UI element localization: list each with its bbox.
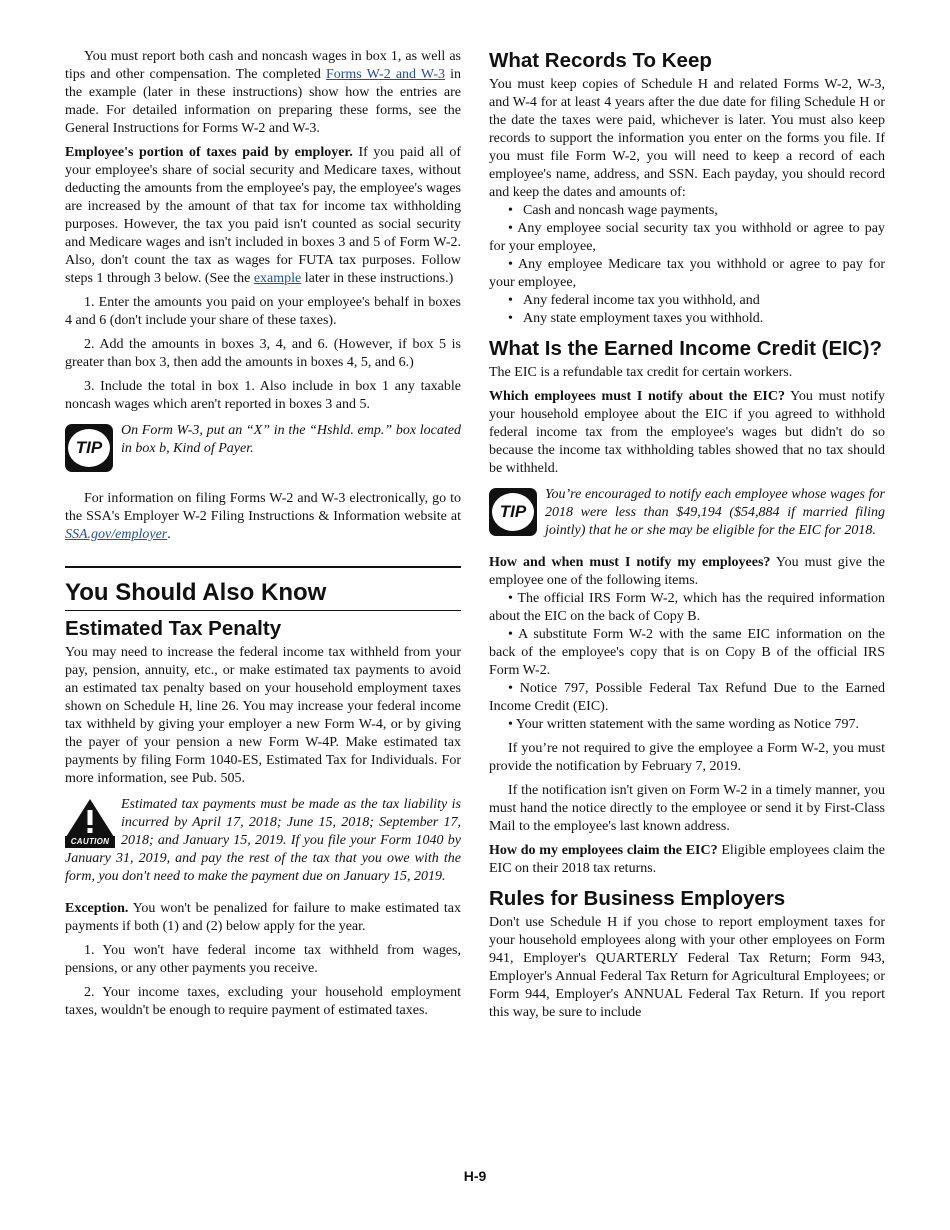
tip-note bbox=[65, 422, 461, 476]
text: . bbox=[167, 527, 171, 542]
list-item: • Any federal income tax you withhold, and bbox=[508, 293, 760, 308]
text: You must notify your household employee about the EIC if you agreed to withhold federal income tax from the employee's wages but didn't do so because the income tax withholding tables showed that no tax should be withheld. bbox=[489, 389, 885, 476]
paragraph-employee-portion bbox=[65, 144, 461, 288]
records-heading: What Records To Keep bbox=[489, 49, 712, 72]
paragraph-claim-eic bbox=[489, 842, 885, 878]
list-item: • Your written statement with the same wording as Notice 797. bbox=[508, 717, 859, 732]
paragraph-eic-intro: The EIC is a refundable tax credit for certain workers. bbox=[489, 365, 793, 380]
caution-note bbox=[65, 796, 461, 886]
list-item: • A substitute Form W-2 with the same EIC information on the back of the employee's copy that is on Copy B of the official IRS Form W-2. bbox=[489, 627, 885, 678]
tip-icon: TIP bbox=[65, 424, 115, 474]
tip-text: On Form W-3, put an “X” in the “Hshld. emp.” box located in box b, Kind of Payer. bbox=[121, 423, 461, 456]
paragraph-timely-manner: If the notification isn't given on Form W-2 in a timely manner, you must hand the notice directly to the employee or send it by First-Class Mail to the employee's last known address. bbox=[489, 783, 885, 834]
forms-w2-w3-link[interactable]: Forms W-2 and W-3 bbox=[325, 67, 446, 82]
list-item: • Notice 797, Possible Federal Tax Refund Due to the Earned Income Credit (EIC). bbox=[489, 681, 885, 714]
section-title: You Should Also Know bbox=[65, 579, 327, 606]
list-item: • Cash and noncash wage payments, bbox=[508, 203, 718, 218]
tip-text: You’re encouraged to notify each employee whose wages for 2018 were less than $49,194 ($54,884 if married filing jointly) that he or she may be eligible for the EIC for 2018. bbox=[545, 487, 885, 538]
paragraph-how-when bbox=[489, 554, 885, 590]
paragraph-not-required: If you’re not required to give the employee a Form W-2, you must provide the notification by February 7, 2019. bbox=[489, 741, 885, 774]
text: Eligible employees claim the EIC on their 2018 tax returns. bbox=[489, 843, 885, 876]
lead-heading: Employee's portion of taxes paid by employer. bbox=[65, 145, 353, 160]
eic-heading: What Is the Earned Income Credit (EIC)? bbox=[489, 337, 882, 360]
tip-note bbox=[489, 486, 885, 540]
text: You must report both cash and noncash wages in box 1, as well as tips and other compensation. The completed bbox=[65, 49, 461, 82]
business-heading: Rules for Business Employers bbox=[489, 887, 786, 910]
text: If you paid all of your employee's share of social security and Medicare taxes, without deducting the amounts from the employee's pay, the employee's wages are increased by the amount of that tax for income tax withholding purposes. However, the tax you paid isn't counted as social security and Medicare wages and isn't included in boxes 3 and 5 of Form W-2. Also, don't count the tax as wages for FUTA tax purposes. Follow steps 1 through 3 below. (See the bbox=[65, 145, 461, 286]
subsection-title: Estimated Tax Penalty bbox=[65, 617, 282, 640]
page-number: H-9 bbox=[463, 1168, 487, 1184]
text: in the example (later in these instructions) show how the entries are made. For detailed information on preparing these forms, see the General Instructions for Forms W-2 and W-3. bbox=[65, 67, 462, 136]
section-divider bbox=[65, 566, 461, 641]
paragraph-estimated-tax: You may need to increase the federal income tax withheld from your pay, pension, annuity, etc., or make estimated tax payments to avoid an estimated tax penalty based on your household employment taxes shown on Schedule H, line 26. You may increase your federal income tax withheld by giving your employer a new Form W-4, or by giving the payer of your pension a new Form W-4P. Make estimated tax payments by filing Form 1040-ES, Estimated Tax for Individuals. For more information, see Pub. 505. bbox=[65, 645, 461, 786]
lead-heading: How do my employees claim the EIC? bbox=[489, 843, 718, 858]
lead-heading: How and when must I notify my employees? bbox=[489, 555, 771, 570]
paragraph-report-wages bbox=[65, 48, 461, 138]
lead-heading: Exception. bbox=[65, 901, 129, 916]
tip-icon: TIP bbox=[489, 488, 539, 538]
paragraph-business: Don't use Schedule H if you chose to report employment taxes for your household employees along with your other employees on Form 941, Employer's QUARTERLY Federal Tax Return; Form 943, Employer's Annual Federal Tax Return for Agricultural Employees; or Form 944, Employer's ANNUAL Federal Tax Return. If you report this way, be sure to include bbox=[489, 915, 885, 1020]
paragraph-ssa-info bbox=[65, 490, 461, 544]
list-item: • Any state employment taxes you withhold. bbox=[508, 311, 764, 326]
lead-heading: Which employees must I notify about the EIC? bbox=[489, 389, 785, 404]
text: You must give the employee one of the following items. bbox=[489, 555, 885, 588]
caution-icon: CAUTION bbox=[65, 798, 115, 848]
text: For information on filing Forms W-2 and W-3 electronically, go to the SSA's Employer W-2 Filing Instructions & Information website at bbox=[65, 491, 461, 524]
step-item: 1. Enter the amounts you paid on your employee's behalf in boxes 4 and 6 (don't include your share of these taxes). bbox=[65, 295, 461, 328]
step-item: 2. Add the amounts in boxes 3, 4, and 6. (However, if box 5 is greater than box 3, then add the amounts in boxes 4, 5, and 6.) bbox=[65, 337, 461, 370]
left-column bbox=[65, 48, 461, 1026]
text: later in these instructions.) bbox=[301, 271, 454, 286]
list-item: • The official IRS Form W-2, which has the required information about the EIC on the back of Copy B. bbox=[489, 591, 885, 624]
ssa-employer-link[interactable]: SSA.gov/employer bbox=[65, 527, 168, 542]
example-link[interactable]: example bbox=[253, 271, 302, 286]
exception-item: 1. You won't have federal income tax withheld from wages, pensions, or any other payments you receive. bbox=[65, 943, 461, 976]
paragraph-eic-notify bbox=[489, 388, 885, 478]
paragraph-exception bbox=[65, 900, 461, 936]
exception-item: 2. Your income taxes, excluding your household employment taxes, wouldn't be enough to require payment of estimated taxes. bbox=[65, 985, 461, 1018]
caution-text: Estimated tax payments must be made as the tax liability is incurred by April 17, 2018; June 15, 2018; September 17, 2018; and January 15, 2019. If you file your Form 1040 by January 31, 2019, and pay the rest of the tax that you owe with the form, you don't need to make the payment due on January 15, 2019. bbox=[65, 797, 461, 884]
step-item: 3. Include the total in box 1. Also include in box 1 any taxable noncash wages which aren't reported in boxes 3 and 5. bbox=[65, 379, 461, 412]
text: You won't be penalized for failure to make estimated tax payments if both (1) and (2) below apply for the year. bbox=[65, 901, 461, 934]
list-item: • Any employee social security tax you withhold or agree to pay for your employee, bbox=[489, 221, 885, 254]
list-item: • Any employee Medicare tax you withhold or agree to pay for your employee, bbox=[489, 257, 885, 290]
right-column bbox=[489, 48, 885, 1028]
paragraph-records: You must keep copies of Schedule H and related Forms W-2, W-3, and W-4 for at least 4 years after the due date for filing Schedule H or the date the taxes were paid, whichever is later. You must also keep records to support the information you enter on the forms you file. If you must file Form W-2, you will need to keep a record of each employee's name, address, and SSN. Each payday, you should record and keep the dates and amounts of: bbox=[489, 77, 885, 200]
